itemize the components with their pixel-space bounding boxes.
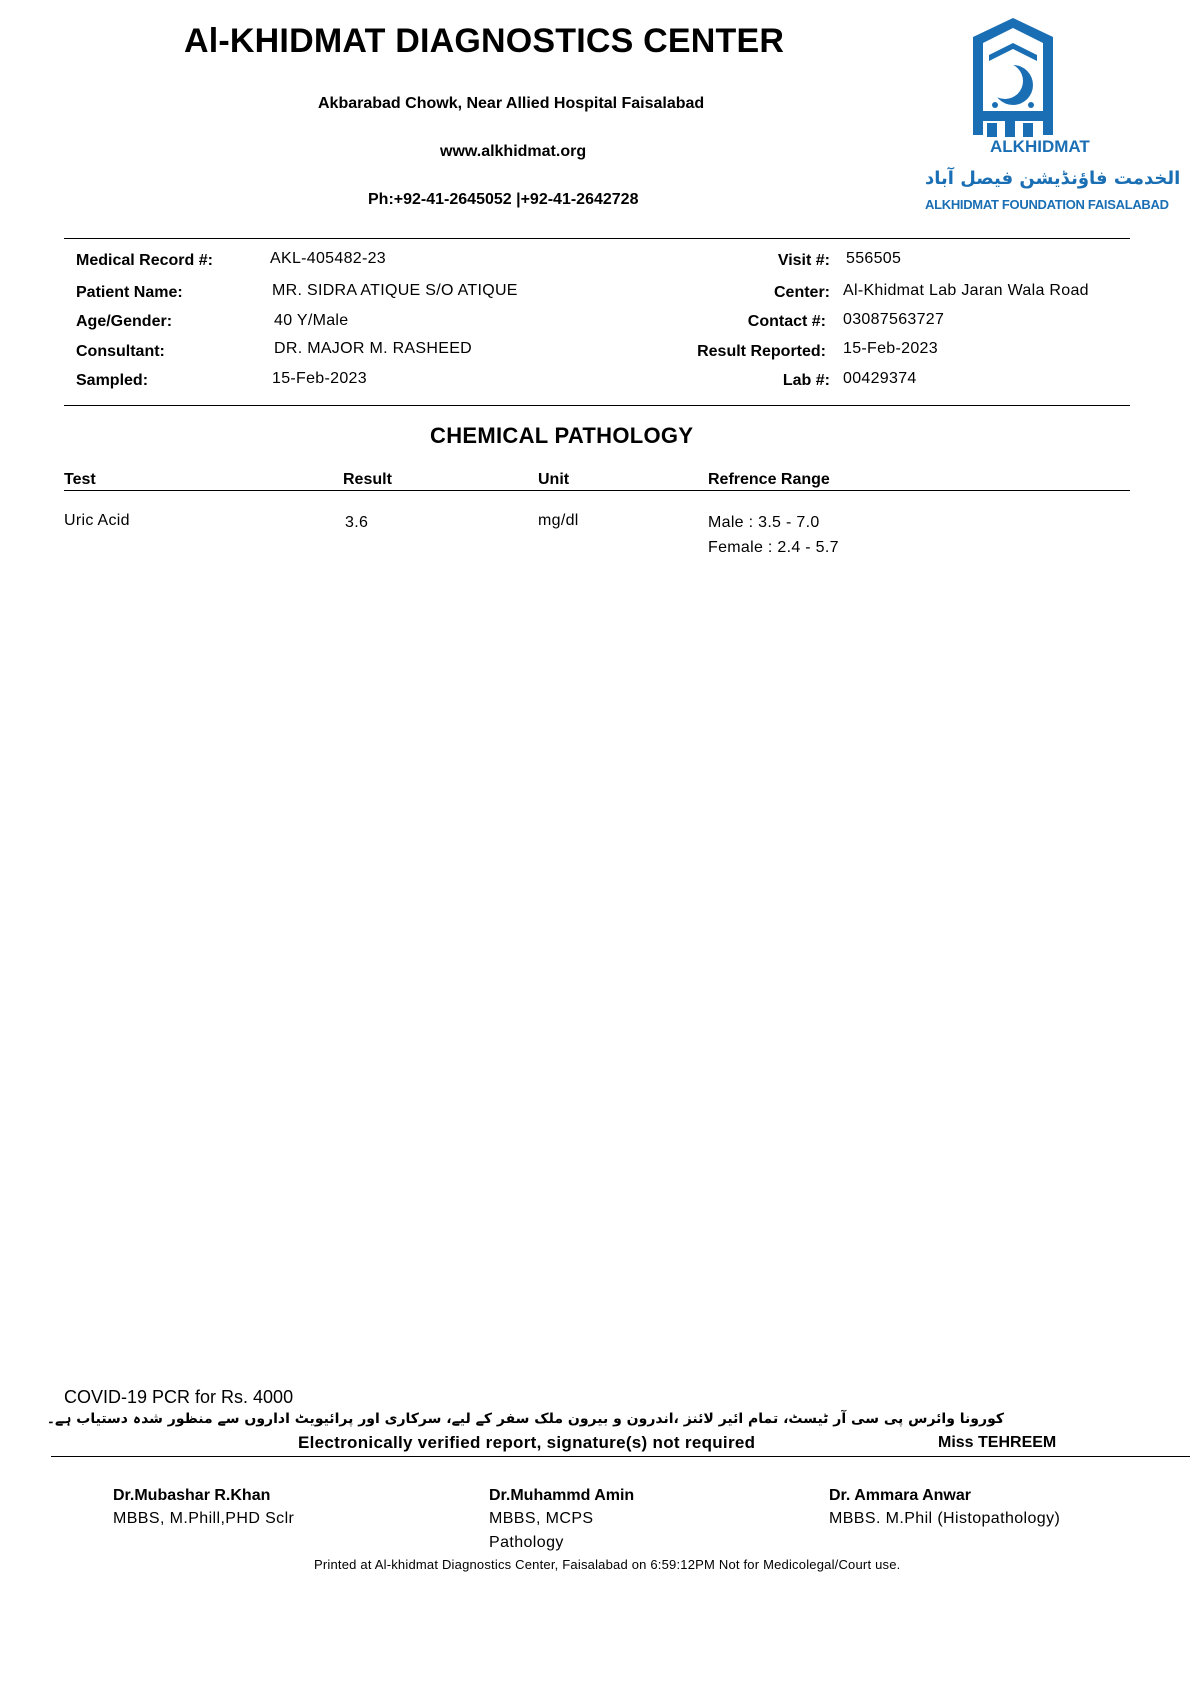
table-header-divider xyxy=(64,490,1130,491)
age-gender-label: Age/Gender: xyxy=(76,313,173,330)
doctor-qualification: MBBS. M.Phil (Histopathology) xyxy=(829,1510,1061,1527)
visit-value: 556505 xyxy=(846,250,902,267)
test-result: 3.6 xyxy=(345,514,369,531)
lab-label: Lab #: xyxy=(782,372,830,389)
age-gender-value: 40 Y/Male xyxy=(274,312,349,329)
technician-name: Miss TEHREEM xyxy=(938,1434,1057,1451)
doctor-name: Dr. Ammara Anwar xyxy=(829,1487,971,1504)
test-name: Uric Acid xyxy=(64,512,130,529)
doctor-qualification: MBBS, M.Phill,PHD Sclr xyxy=(113,1510,295,1527)
logo-brand-text: ALKHIDMAT xyxy=(990,137,1090,156)
consultant-label: Consultant: xyxy=(76,343,165,360)
doctor-name: Dr.Mubashar R.Khan xyxy=(113,1487,271,1504)
center-phone: Ph:+92-41-2645052 |+92-41-2642728 xyxy=(368,191,639,208)
printed-note: Printed at Al-khidmat Diagnostics Center, Faisalabad on 6:59:12PM Not for Medicolegal/Court use. xyxy=(314,1557,901,1572)
verified-note: Electronically verified report, signature(s) not required xyxy=(298,1433,756,1452)
column-result: Result xyxy=(343,471,392,488)
header-divider xyxy=(64,238,1130,239)
lab-value: 00429374 xyxy=(843,370,917,387)
test-unit: mg/dl xyxy=(538,512,579,529)
consultant-value: DR. MAJOR M. RASHEED xyxy=(274,340,473,357)
center-value: Al-Khidmat Lab Jaran Wala Road xyxy=(843,282,1089,299)
range-male: Male : 3.5 - 7.0 xyxy=(708,514,820,531)
footer-divider xyxy=(51,1456,1190,1457)
center-website: www.alkhidmat.org xyxy=(440,143,587,160)
logo-urdu-text: الخدمت فاؤنڈیشن فیصل آباد xyxy=(925,168,1181,189)
sampled-label: Sampled: xyxy=(76,372,149,389)
logo-foundation-text: ALKHIDMAT FOUNDATION FAISALABAD xyxy=(925,197,1169,212)
covid-note: COVID-19 PCR for Rs. 4000 xyxy=(64,1387,294,1407)
doctor-name: Dr.Muhammd Amin xyxy=(489,1487,635,1504)
doctor-specialty: Pathology xyxy=(489,1534,564,1551)
column-unit: Unit xyxy=(538,471,570,488)
section-title: CHEMICAL PATHOLOGY xyxy=(430,423,694,448)
urdu-note: کورونا وائرس پی سی آر ٹیسٹ، تمام ائیر لائنز ،اندرون و بیرون ملک سفر کے لیے، سرکاری اور پرائیویٹ اداروں سے منظور شدہ دستیاب ہے۔ xyxy=(46,1411,1004,1427)
center-title: Al-KHIDMAT DIAGNOSTICS CENTER xyxy=(184,22,785,60)
column-test: Test xyxy=(64,471,96,488)
center-label: Center: xyxy=(773,284,830,301)
column-range: Refrence Range xyxy=(708,471,830,488)
patient-name-value: MR. SIDRA ATIQUE S/O ATIQUE xyxy=(272,282,518,299)
sampled-value: 15-Feb-2023 xyxy=(272,370,367,387)
medical-record-label: Medical Record #: xyxy=(76,252,213,269)
doctor-qualification: MBBS, MCPS xyxy=(489,1510,594,1527)
visit-label: Visit #: xyxy=(777,252,830,269)
result-reported-label: Result Reported: xyxy=(697,343,826,360)
patient-name-label: Patient Name: xyxy=(76,284,183,301)
contact-label: Contact #: xyxy=(747,313,826,330)
range-female: Female : 2.4 - 5.7 xyxy=(708,539,839,556)
medical-record-value: AKL-405482-23 xyxy=(270,250,386,267)
patient-divider xyxy=(64,405,1130,406)
result-reported-value: 15-Feb-2023 xyxy=(843,340,938,357)
center-address: Akbarabad Chowk, Near Allied Hospital Faisalabad xyxy=(318,95,705,112)
contact-value: 03087563727 xyxy=(843,311,945,328)
